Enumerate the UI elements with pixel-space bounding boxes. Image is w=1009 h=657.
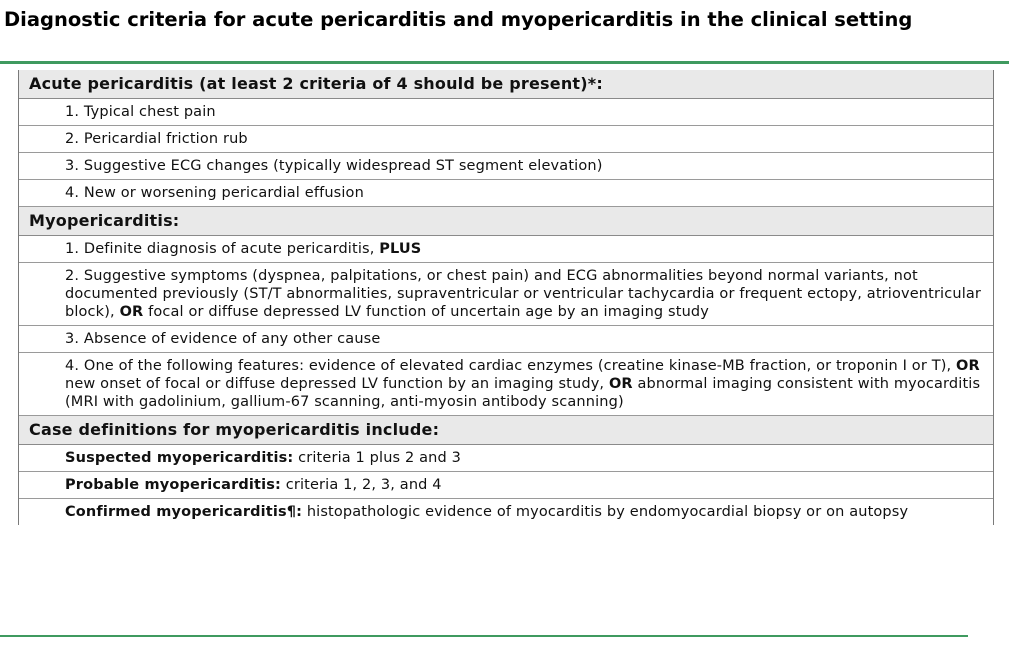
- case-definition-text: criteria 1 plus 2 and 3: [293, 450, 462, 466]
- criteria-emphasis: OR: [956, 358, 980, 374]
- case-definition-row: [19, 445, 993, 472]
- criteria-text: 4. One of the following features: evidence of elevated cardiac enzymes (creatine kinase-MB fraction, or troponin I or T),: [65, 358, 957, 374]
- bottom-divider: [0, 635, 968, 637]
- case-definition-text: histopathologic evidence of myocarditis by endomyocardial biopsy or on autopsy: [302, 504, 909, 520]
- criteria-row: [19, 236, 993, 263]
- criteria-row: [19, 353, 993, 416]
- table-title: Diagnostic criteria for acute pericarditis and myopericarditis in the clinical setting: [4, 8, 913, 31]
- criteria-text: focal or diffuse depressed LV function of uncertain age by an imaging study: [143, 304, 709, 320]
- criteria-row: 4. New or worsening pericardial effusion: [19, 180, 993, 207]
- section-header-case-definitions: Case definitions for myopericarditis include:: [19, 416, 993, 445]
- criteria-row: 2. Pericardial friction rub: [19, 126, 993, 153]
- criteria-emphasis: OR: [119, 304, 144, 320]
- criteria-text: 2. Suggestive symptoms (dyspnea, palpitations, or chest pain) and ECG abnormalities beyond normal variants, not documented previously (ST/T abnormalities, supraventricular or ventricular tachycardia or frequent ectopy, atrioventricular block),: [65, 268, 982, 320]
- criteria-row: 1. Typical chest pain: [19, 99, 993, 126]
- criteria-table: [18, 70, 994, 525]
- criteria-emphasis: OR: [608, 376, 633, 392]
- criteria-text: abnormal imaging consistent with myocarditis (MRI with gadolinium, gallium-67 scanning, anti-myosin antibody scanning): [65, 376, 981, 410]
- criteria-row: [19, 263, 993, 326]
- section-header-acute-pericarditis: Acute pericarditis (at least 2 criteria of 4 should be present)*:: [19, 70, 993, 99]
- criteria-emphasis: PLUS: [379, 241, 422, 257]
- top-divider: [0, 61, 1009, 64]
- case-definition-row: [19, 499, 993, 525]
- section-header-myopericarditis: Myopericarditis:: [19, 207, 993, 236]
- case-definition-text: criteria 1, 2, 3, and 4: [280, 477, 442, 493]
- criteria-row: 3. Absence of evidence of any other cause: [19, 326, 993, 353]
- case-definition-term: Probable myopericarditis:: [65, 477, 281, 493]
- criteria-row: 3. Suggestive ECG changes (typically widespread ST segment elevation): [19, 153, 993, 180]
- criteria-text: 1. Definite diagnosis of acute pericarditis,: [65, 241, 380, 257]
- case-definition-term: Suspected myopericarditis:: [65, 450, 294, 466]
- case-definition-row: [19, 472, 993, 499]
- case-definition-term: Confirmed myopericarditis¶:: [65, 504, 303, 520]
- criteria-text: new onset of focal or diffuse depressed LV function by an imaging study,: [65, 376, 609, 392]
